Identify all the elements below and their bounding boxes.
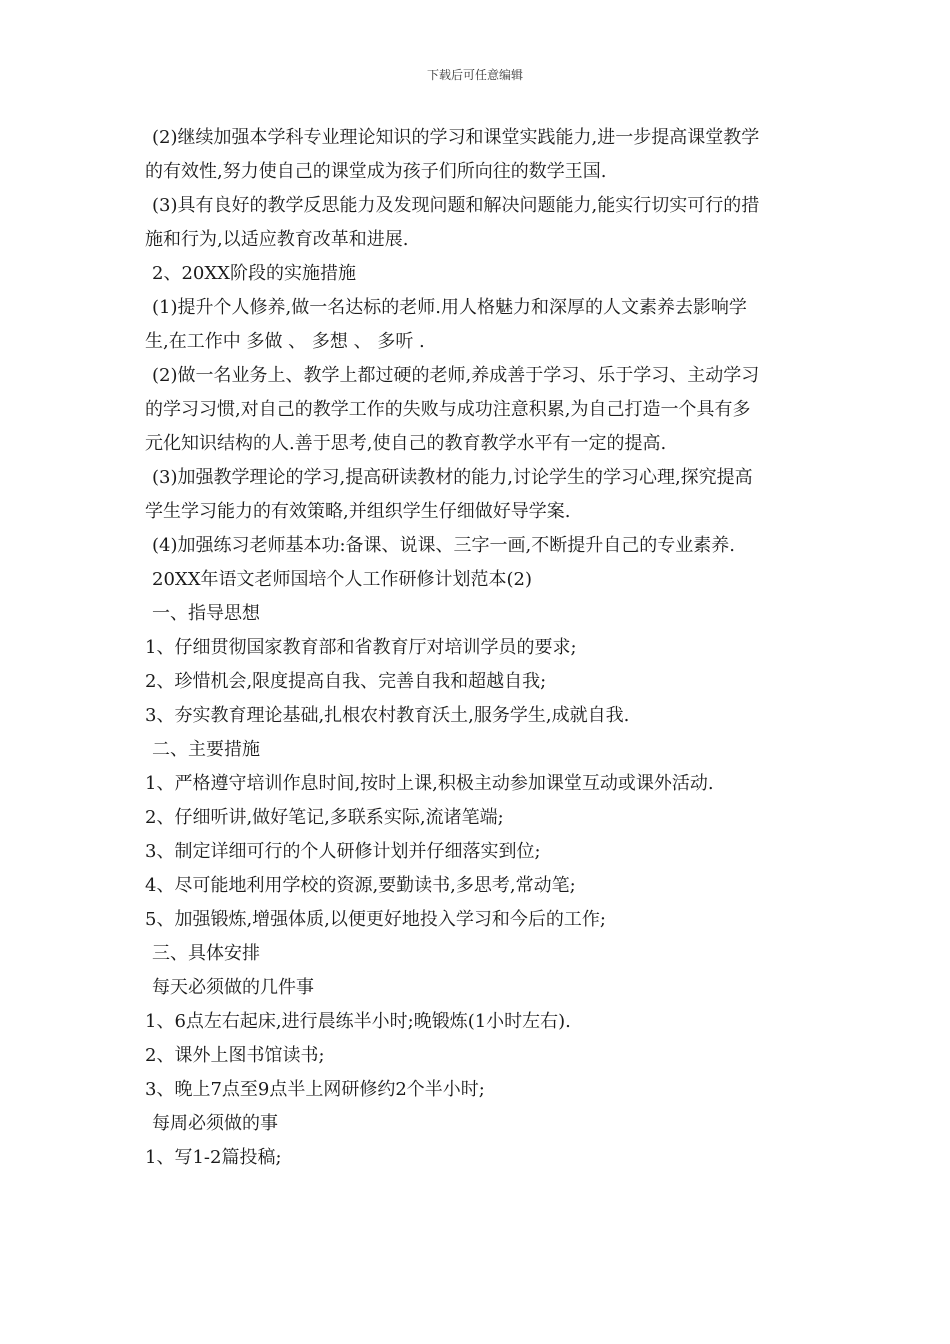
text-line: 3、晚上7点至9点半上网研修约2个半小时;	[145, 1079, 485, 1100]
page-header: 下载后可任意编辑	[426, 68, 523, 82]
text-line: 二、主要措施	[152, 739, 260, 760]
text-line: 元化知识结构的人.善于思考,使自己的教育教学水平有一定的提高.	[145, 433, 667, 454]
text-line: 1、6点左右起床,进行晨练半小时;晚锻炼(1小时左右).	[145, 1011, 571, 1032]
text-line: 每天必须做的几件事	[152, 977, 314, 998]
text-line: 2、课外上图书馆读书;	[145, 1045, 325, 1066]
text-line: 的学习习惯,对自己的教学工作的失败与成功注意积累,为自己打造一个具有多	[145, 399, 751, 420]
text-line: (4)加强练习老师基本功:备课、说课、三字一画,不断提升自己的专业素养.	[152, 535, 736, 556]
text-line: 2、珍惜机会,限度提高自我、完善自我和超越自我;	[145, 671, 547, 692]
text-line: 每周必须做的事	[152, 1113, 278, 1134]
text-line: 2、20XX阶段的实施措施	[152, 263, 356, 284]
text-line: 1、严格遵守培训作息时间,按时上课,积极主动参加课堂互动或课外活动.	[145, 773, 714, 794]
text-line: 的有效性,努力使自己的课堂成为孩子们所向往的数学王国.	[145, 161, 607, 182]
text-line: 4、尽可能地利用学校的资源,要勤读书,多思考,常动笔;	[145, 875, 576, 896]
text-line: (2)继续加强本学科专业理论知识的学习和课堂实践能力,进一步提高课堂教学	[152, 127, 760, 148]
text-line: 2、仔细听讲,做好笔记,多联系实际,流诸笔端;	[145, 807, 504, 828]
document-body	[145, 121, 815, 1175]
text-line: 3、夯实教育理论基础,扎根农村教育沃土,服务学生,成就自我.	[145, 705, 630, 726]
text-line: 3、制定详细可行的个人研修计划并仔细落实到位;	[145, 841, 541, 862]
text-line: 20XX年语文老师国培个人工作研修计划范本(2)	[152, 569, 533, 590]
text-line: (3)具有良好的教学反思能力及发现问题和解决问题能力,能实行切实可行的措	[152, 195, 760, 216]
text-line: 学生学习能力的有效策略,并组织学生仔细做好导学案.	[145, 501, 571, 522]
text-line: 三、具体安排	[152, 943, 260, 964]
text-line: 1、仔细贯彻国家教育部和省教育厅对培训学员的要求;	[145, 637, 577, 658]
text-line: 施和行为,以适应教育改革和进展.	[145, 229, 409, 250]
text-line: 生,在工作中 多做 、 多想 、 多听 .	[145, 331, 425, 352]
text-line: 一、指导思想	[152, 603, 260, 624]
text-line: (1)提升个人修养,做一名达标的老师.用人格魅力和深厚的人文素养去影响学	[152, 297, 747, 318]
text-line: (2)做一名业务上、教学上都过硬的老师,养成善于学习、乐于学习、主动学习	[152, 365, 760, 386]
text-line: 5、加强锻炼,增强体质,以便更好地投入学习和今后的工作;	[145, 909, 606, 930]
text-line: (3)加强教学理论的学习,提高研读教材的能力,讨论学生的学习心理,探究提高	[152, 467, 753, 488]
text-line: 1、写1-2篇投稿;	[145, 1147, 282, 1168]
